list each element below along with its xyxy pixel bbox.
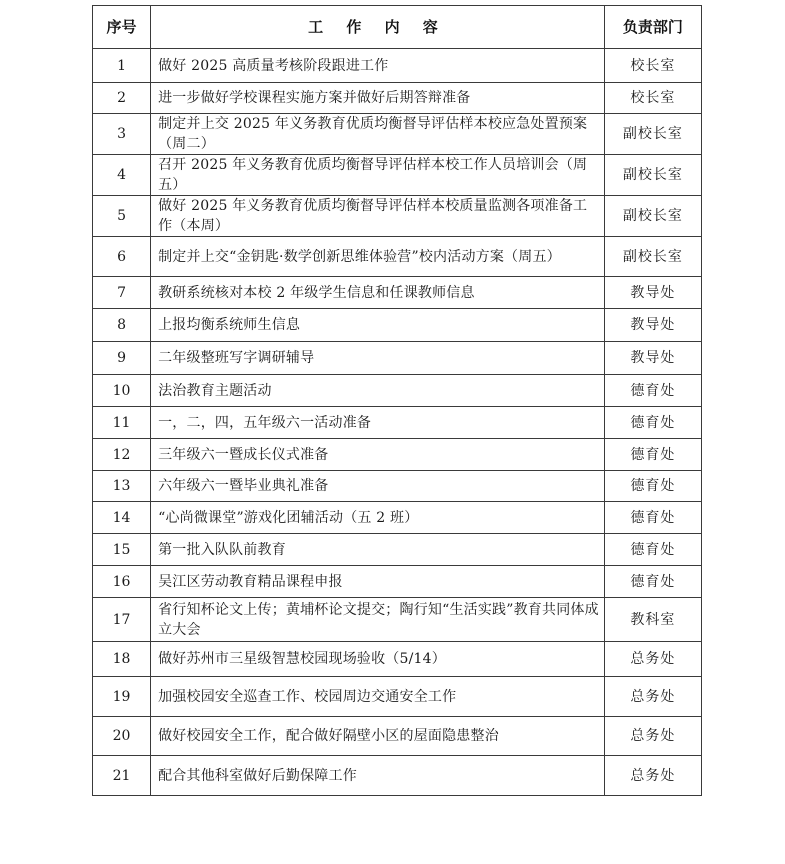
work-content-cell: 省行知杯论文上传；黄埔杯论文提交；陶行知“生活实践”教育共同体成立大会	[151, 598, 605, 642]
table-row	[93, 439, 702, 471]
work-content-cell: 做好校园安全工作，配合做好隔壁小区的屋面隐患整治	[151, 717, 605, 756]
table-row	[93, 155, 702, 196]
work-content-cell: 做好苏州市三星级智慧校园现场验收（5/14）	[151, 642, 605, 677]
work-content-cell: 教研系统核对本校 2 年级学生信息和任课教师信息	[151, 277, 605, 309]
work-content-cell: 吴江区劳动教育精品课程申报	[151, 566, 605, 598]
responsible-dept-cell: 教科室	[604, 598, 701, 642]
serial-number-cell: 1	[93, 49, 151, 83]
responsible-dept-cell: 总务处	[604, 717, 701, 756]
header-work-content: 工 作 内 容	[151, 6, 605, 49]
serial-number-cell: 2	[93, 83, 151, 114]
table-row	[93, 309, 702, 342]
responsible-dept-cell: 教导处	[604, 309, 701, 342]
serial-number-cell: 13	[93, 471, 151, 502]
work-content-cell: 二年级整班写字调研辅导	[151, 342, 605, 375]
serial-number-cell: 3	[93, 114, 151, 155]
serial-number-cell: 11	[93, 407, 151, 439]
serial-number-cell: 7	[93, 277, 151, 309]
serial-number-cell: 17	[93, 598, 151, 642]
table-row	[93, 756, 702, 796]
serial-number-cell: 8	[93, 309, 151, 342]
table-row	[93, 375, 702, 407]
header-serial-number: 序号	[93, 6, 151, 49]
responsible-dept-cell: 德育处	[604, 566, 701, 598]
table-row	[93, 342, 702, 375]
table-row	[93, 717, 702, 756]
work-content-cell: 做好 2025 年义务教育优质均衡督导评估样本校质量监测各项准备工作（本周）	[151, 196, 605, 237]
responsible-dept-cell: 德育处	[604, 534, 701, 566]
work-content-cell: 法治教育主题活动	[151, 375, 605, 407]
table-row	[93, 598, 702, 642]
work-content-cell: 配合其他科室做好后勤保障工作	[151, 756, 605, 796]
work-content-cell: 第一批入队队前教育	[151, 534, 605, 566]
serial-number-cell: 9	[93, 342, 151, 375]
responsible-dept-cell: 副校长室	[604, 196, 701, 237]
responsible-dept-cell: 总务处	[604, 642, 701, 677]
table-row	[93, 407, 702, 439]
work-content-cell: 召开 2025 年义务教育优质均衡督导评估样本校工作人员培训会（周五）	[151, 155, 605, 196]
table-row	[93, 677, 702, 717]
table-header-row	[93, 6, 702, 49]
responsible-dept-cell: 德育处	[604, 502, 701, 534]
serial-number-cell: 15	[93, 534, 151, 566]
responsible-dept-cell: 德育处	[604, 375, 701, 407]
responsible-dept-cell: 校长室	[604, 83, 701, 114]
responsible-dept-cell: 德育处	[604, 471, 701, 502]
work-schedule-table	[92, 5, 702, 796]
table-row	[93, 196, 702, 237]
responsible-dept-cell: 总务处	[604, 756, 701, 796]
serial-number-cell: 20	[93, 717, 151, 756]
work-content-cell: “心尚微课堂”游戏化团辅活动（五 2 班）	[151, 502, 605, 534]
table-row	[93, 237, 702, 277]
work-content-cell: 制定并上交 2025 年义务教育优质均衡督导评估样本校应急处置预案（周二）	[151, 114, 605, 155]
serial-number-cell: 5	[93, 196, 151, 237]
responsible-dept-cell: 德育处	[604, 439, 701, 471]
table-row	[93, 502, 702, 534]
responsible-dept-cell: 总务处	[604, 677, 701, 717]
table-row	[93, 114, 702, 155]
serial-number-cell: 14	[93, 502, 151, 534]
responsible-dept-cell: 德育处	[604, 407, 701, 439]
table-body	[93, 49, 702, 796]
responsible-dept-cell: 副校长室	[604, 155, 701, 196]
table-row	[93, 277, 702, 309]
table-row	[93, 49, 702, 83]
responsible-dept-cell: 副校长室	[604, 237, 701, 277]
table-row	[93, 471, 702, 502]
serial-number-cell: 21	[93, 756, 151, 796]
work-content-cell: 一，二，四，五年级六一活动准备	[151, 407, 605, 439]
responsible-dept-cell: 副校长室	[604, 114, 701, 155]
serial-number-cell: 12	[93, 439, 151, 471]
serial-number-cell: 16	[93, 566, 151, 598]
table-row	[93, 642, 702, 677]
work-content-cell: 三年级六一暨成长仪式准备	[151, 439, 605, 471]
serial-number-cell: 19	[93, 677, 151, 717]
responsible-dept-cell: 校长室	[604, 49, 701, 83]
header-responsible-dept: 负责部门	[604, 6, 701, 49]
work-content-cell: 制定并上交“金钥匙·数学创新思维体验营”校内活动方案（周五）	[151, 237, 605, 277]
table-row	[93, 566, 702, 598]
work-content-cell: 六年级六一暨毕业典礼准备	[151, 471, 605, 502]
work-content-cell: 进一步做好学校课程实施方案并做好后期答辩准备	[151, 83, 605, 114]
table-row	[93, 534, 702, 566]
responsible-dept-cell: 教导处	[604, 342, 701, 375]
table-row	[93, 83, 702, 114]
work-content-cell: 加强校园安全巡查工作、校园周边交通安全工作	[151, 677, 605, 717]
serial-number-cell: 6	[93, 237, 151, 277]
serial-number-cell: 18	[93, 642, 151, 677]
serial-number-cell: 10	[93, 375, 151, 407]
work-content-cell: 上报均衡系统师生信息	[151, 309, 605, 342]
work-content-cell: 做好 2025 高质量考核阶段跟进工作	[151, 49, 605, 83]
serial-number-cell: 4	[93, 155, 151, 196]
responsible-dept-cell: 教导处	[604, 277, 701, 309]
